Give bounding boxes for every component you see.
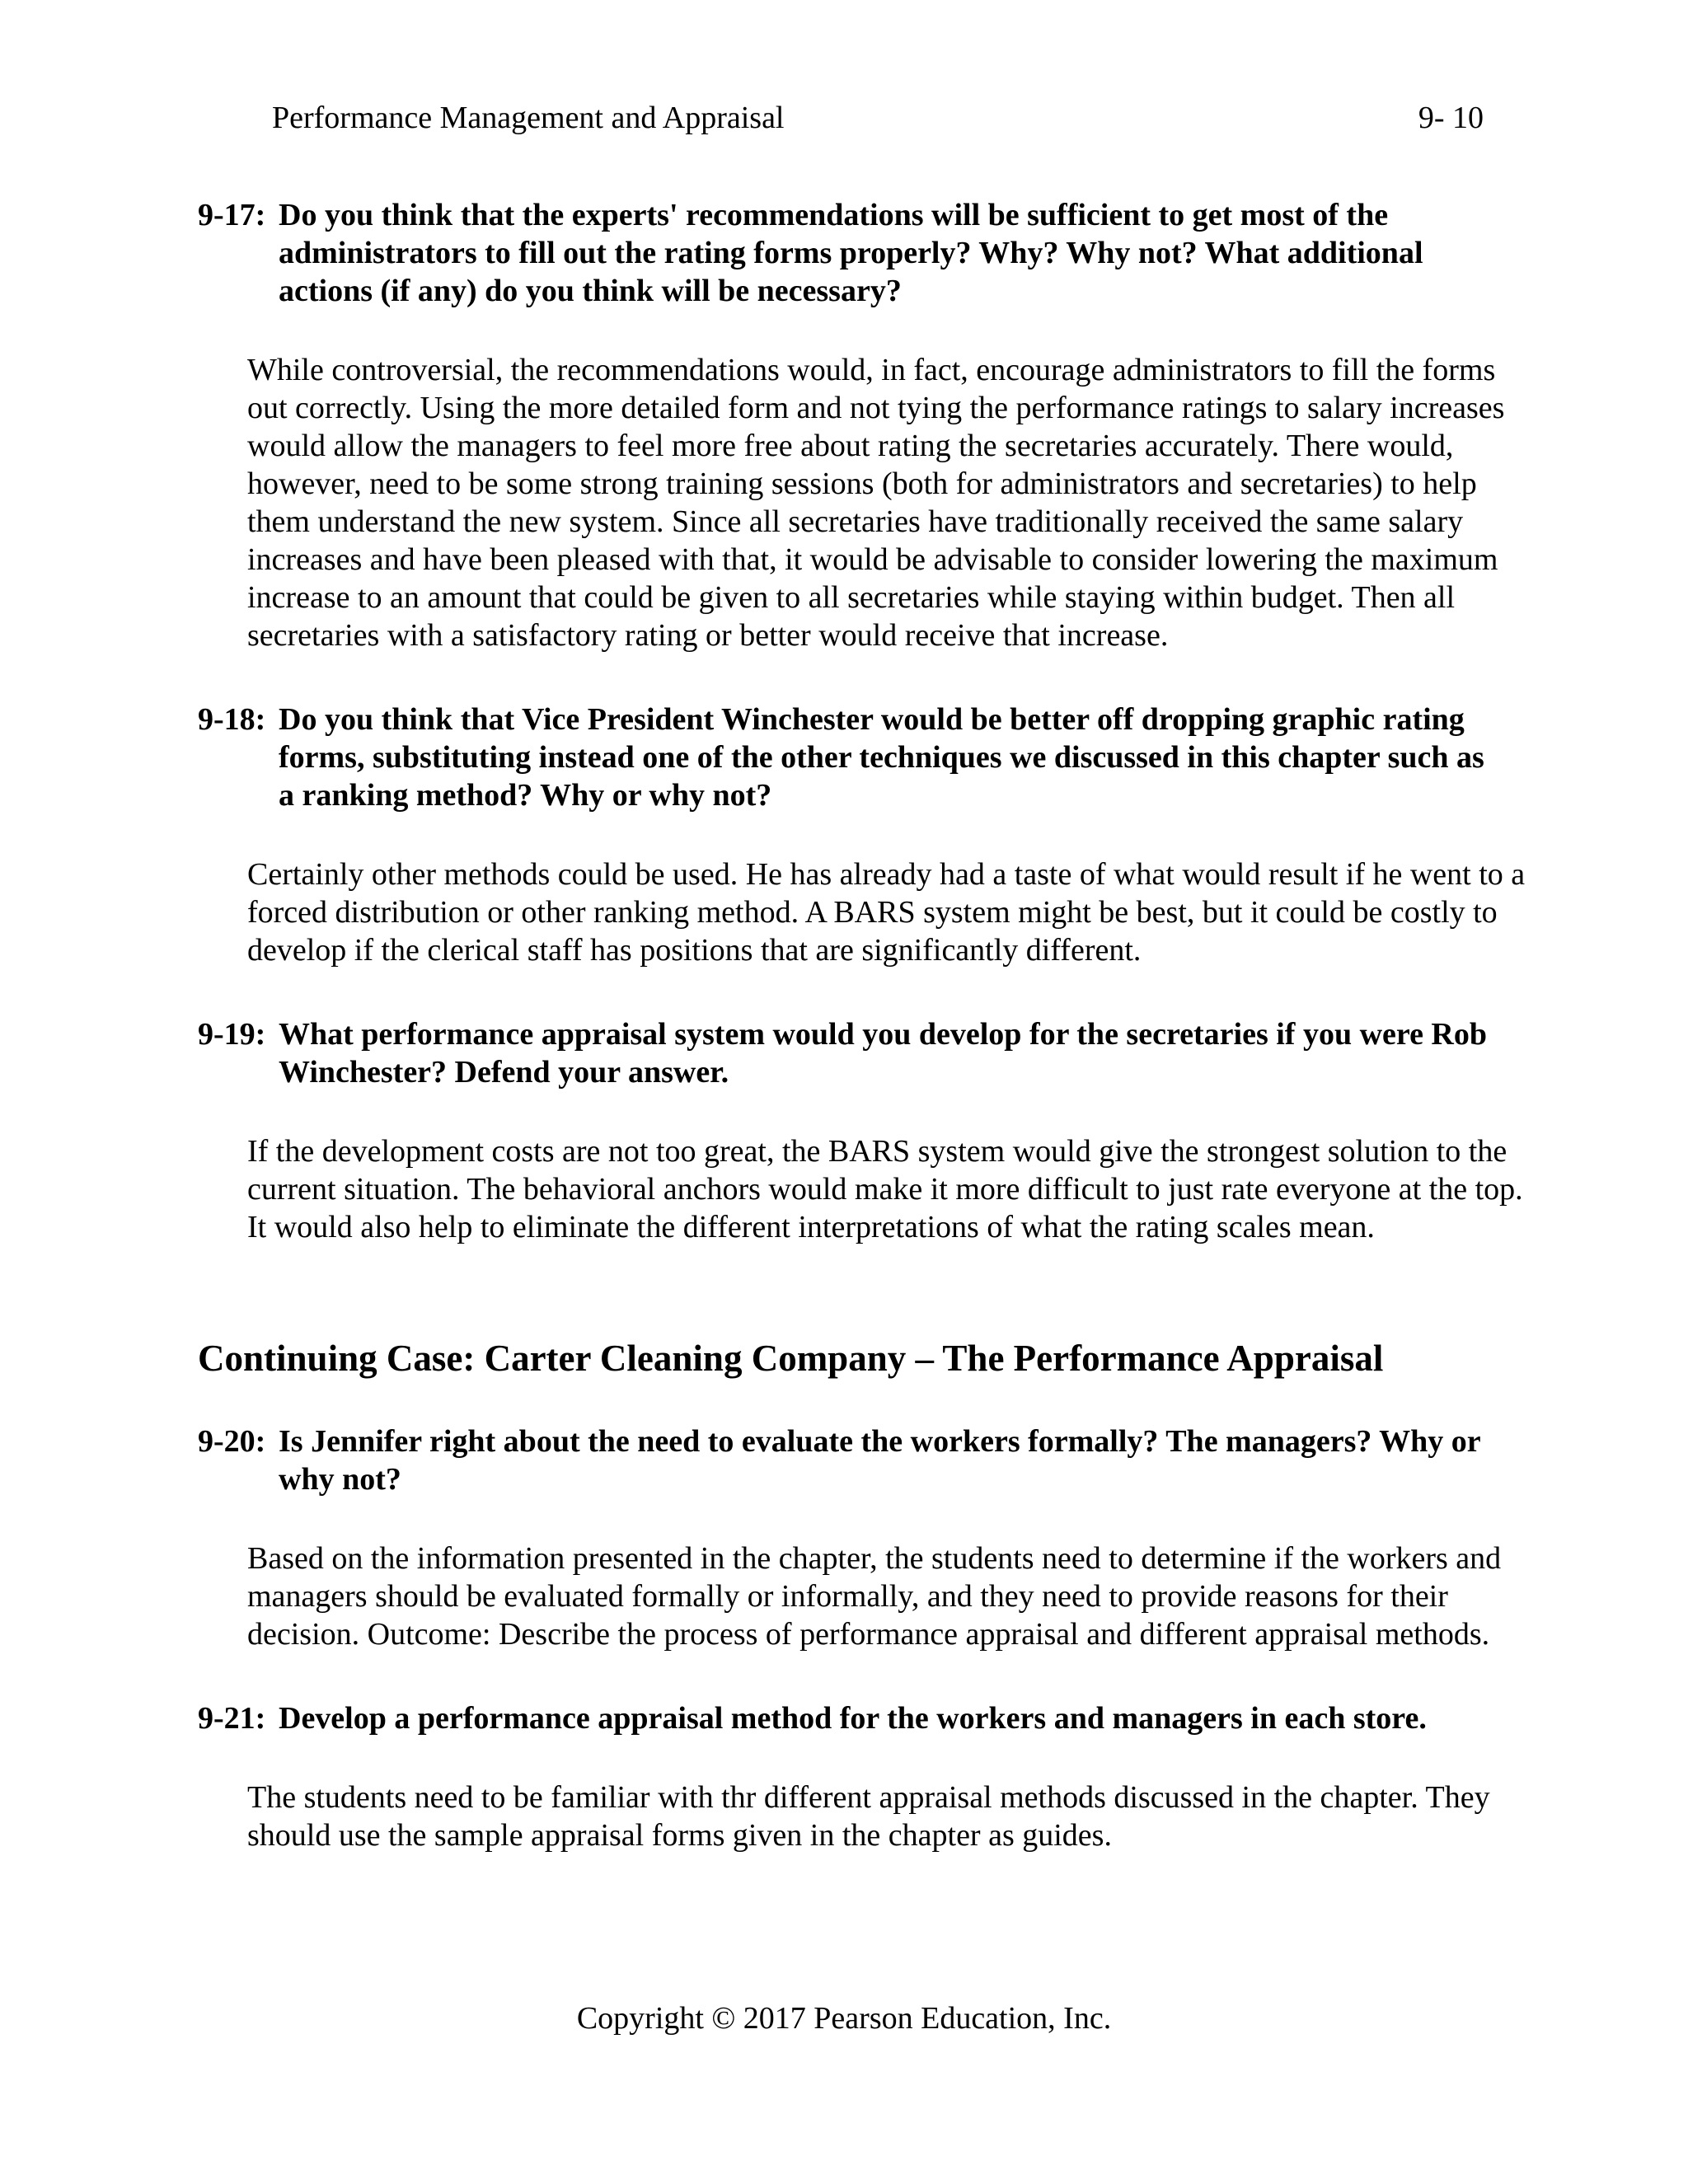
spacer — [198, 969, 1500, 1015]
question-9-21 — [198, 1699, 1500, 1737]
question-text: What performance appraisal system would you develop for the secretaries if you were Rob Winchester? Defend your answer. — [279, 1017, 1488, 1090]
answer-9-17: While controversial, the recommendations would, in fact, encourage administrators to fill the forms out correctly. Using the more detailed form and not tying the performance ratings to salary increases would allow the managers to feel more free about rating the secretaries accurately. There would, however, need to be some strong training sessions (both for administrators and secretaries) to help them understand the new system. Since all secretaries have traditionally received the same salary increases and have been pleased with that, it would be advisable to consider lowering the maximum increase to an amount that could be given to all secretaries while staying within budget. Then all secretaries with a satisfactory rating or better would receive that increase. — [247, 353, 1505, 653]
copyright-footer: Copyright © 2017 Pearson Education, Inc. — [576, 2001, 1112, 2036]
case-label: Continuing Case: — [198, 1338, 476, 1379]
spacer — [198, 1653, 1500, 1699]
question-text: Do you think that the experts' recommendations will be sufficient to get most of the administrators to fill out the rating forms properly? Why? Why not? What additional actions (if any) do you think will be necessary? — [279, 198, 1423, 308]
question-text: Is Jennifer right about the need to evaluate the workers formally? The managers? Why or why not? — [279, 1424, 1480, 1497]
question-number: 9-20: — [198, 1424, 266, 1459]
spacer — [198, 654, 1500, 701]
question-number: 9-17: — [198, 198, 266, 232]
answer-9-20: Based on the information presented in the chapter, the students need to determine if the workers and managers should be evaluated formally or informally, and they need to provide reasons for their decision. Outcome: Describe the process of performance appraisal and different appraisal methods. — [247, 1541, 1502, 1652]
question-9-17 — [198, 196, 1500, 310]
header-title: Performance Management and Appraisal — [272, 101, 785, 135]
question-9-18 — [198, 701, 1500, 814]
answer-9-19: If the development costs are not too great, the BARS system would give the strongest solution to the current situation. The behavioral anchors would make it more difficult to just rate everyone at the top. It would also help to eliminate the different interpretations of what the rating scales mean. — [247, 1134, 1523, 1244]
answer-9-18: Certainly other methods could be used. He has already had a taste of what would result if he went to a forced distribution or other ranking method. A BARS system might be best, but it could be costly to develop if the clerical staff has positions that are significantly different. — [247, 857, 1526, 968]
question-number: 9-18: — [198, 702, 266, 737]
page-number: 9- 10 — [1418, 101, 1484, 135]
spacer — [198, 1246, 1500, 1335]
running-header — [272, 97, 1484, 138]
answer-9-21: The students need to be familiar with thr different appraisal methods discussed in the chapter. They should use the sample appraisal forms given in the chapter as guides. — [247, 1780, 1490, 1853]
case-title: Carter Cleaning Company – The Performance Appraisal — [475, 1338, 1384, 1379]
continuing-case-heading — [198, 1335, 1500, 1381]
question-9-20 — [198, 1422, 1500, 1498]
question-number: 9-19: — [198, 1017, 266, 1052]
question-text: Do you think that Vice President Winchester would be better off dropping graphic rating forms, substituting instead one of the other techniques we discussed in this chapter such as a ranking method? Why or why not? — [279, 702, 1484, 813]
question-number: 9-21: — [198, 1701, 266, 1736]
question-9-19 — [198, 1015, 1500, 1091]
page-content — [198, 196, 1526, 1854]
spacer — [198, 1381, 1500, 1422]
question-text: Develop a performance appraisal method for the workers and managers in each store. — [279, 1701, 1427, 1736]
